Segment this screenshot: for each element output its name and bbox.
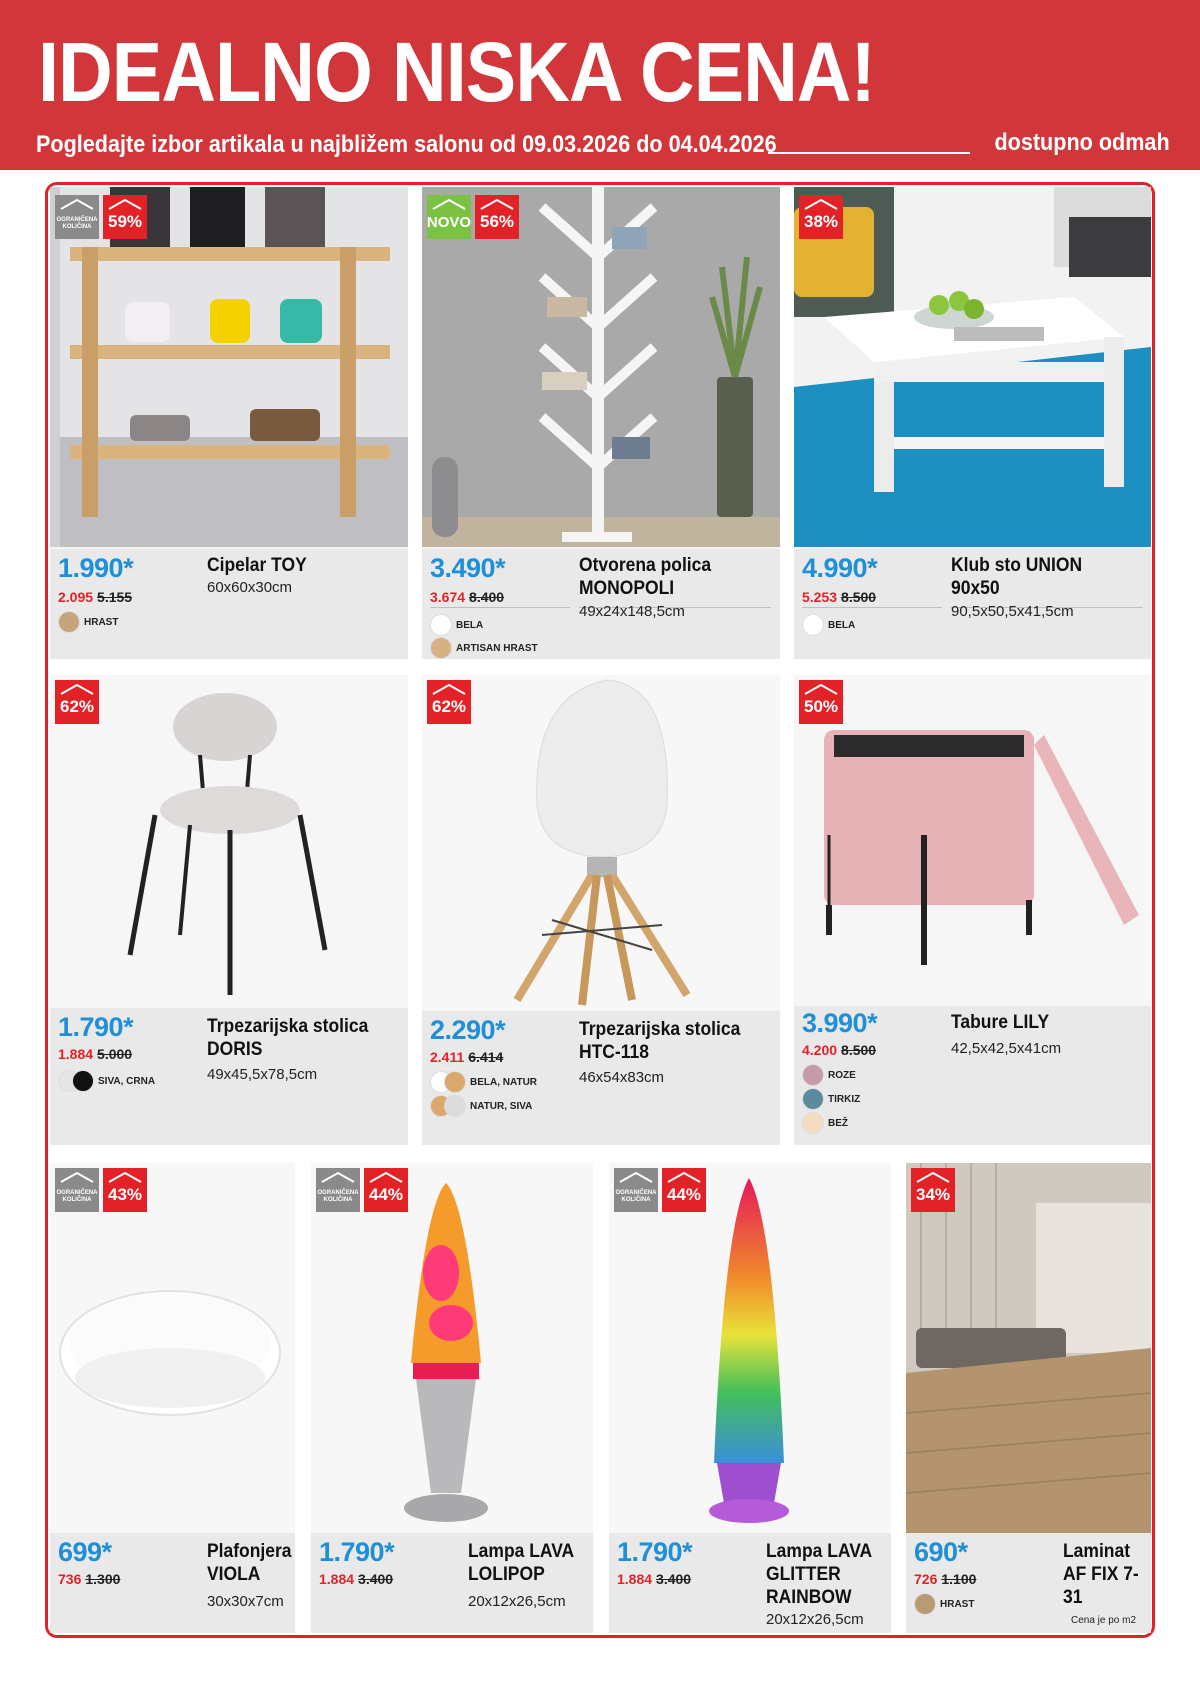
- regular-price: 3.674: [430, 589, 466, 605]
- product-card-lampa-lolipop[interactable]: [311, 1163, 593, 1633]
- product-image: [422, 675, 780, 1010]
- color-option[interactable]: [58, 1070, 155, 1092]
- product-card-laminat-af-fix[interactable]: [906, 1163, 1151, 1633]
- price: 2.290*: [430, 1015, 506, 1045]
- product-name: Klub sto UNION 90x50: [951, 555, 1083, 599]
- color-swatch: [802, 1112, 824, 1134]
- color-swatch: [802, 1064, 824, 1086]
- color-swatch: [430, 614, 452, 636]
- regular-price: 736: [58, 1571, 82, 1587]
- price: 1.790*: [617, 1537, 693, 1567]
- availability-note: dostupno odmah: [994, 129, 1170, 156]
- color-label: TIRKIZ: [828, 1093, 861, 1105]
- product-card-lampa-glitter-rainbow[interactable]: [609, 1163, 891, 1633]
- previous-price: 1.300: [85, 1571, 121, 1587]
- product-name: Plafonjera VIOLA: [207, 1541, 292, 1585]
- product-info: [422, 1011, 780, 1145]
- price: 3.490*: [430, 553, 506, 583]
- color-label: HRAST: [940, 1598, 975, 1610]
- product-image: [906, 1163, 1151, 1533]
- regular-price: 1.884: [319, 1571, 355, 1587]
- previous-price: 8.500: [841, 589, 877, 605]
- product-name: Tabure LILY: [951, 1012, 1050, 1033]
- product-name: Cipelar TOY: [207, 555, 307, 576]
- regular-price: 2.411: [430, 1049, 465, 1065]
- price: 690*: [914, 1537, 968, 1567]
- product-image: [794, 675, 1151, 1005]
- discount-badge: 56%: [475, 195, 519, 239]
- product-dimensions: 49x24x148,5cm: [579, 603, 685, 620]
- old-prices: [319, 1571, 393, 1587]
- product-info: [422, 549, 780, 659]
- product-name: Trpezarijska stolica HTC-118: [579, 1019, 741, 1063]
- price: 3.990*: [802, 1008, 878, 1038]
- color-label: HRAST: [84, 616, 119, 628]
- product-card-cipelar-toy[interactable]: [50, 187, 408, 659]
- limited-quantity-badge: OGRANIČENA KOLIČINA: [55, 1168, 99, 1212]
- old-prices: [802, 589, 876, 605]
- previous-price: 5.000: [97, 1046, 133, 1062]
- product-card-stolica-doris[interactable]: [50, 675, 408, 1145]
- previous-price: 1.100: [941, 1571, 977, 1587]
- previous-price: 5.155: [97, 589, 133, 605]
- product-name: Laminat AF FIX 7- 31: [1063, 1541, 1139, 1608]
- previous-price: 6.414: [468, 1049, 504, 1065]
- previous-price: 8.500: [841, 1042, 877, 1058]
- discount-badge: 38%: [799, 195, 843, 239]
- product-card-klub-sto-union[interactable]: [794, 187, 1151, 659]
- product-dimensions: 20x12x26,5cm: [766, 1611, 864, 1628]
- old-prices: [58, 1046, 132, 1062]
- new-badge: NOVO: [427, 195, 471, 239]
- product-info: [906, 1533, 1151, 1633]
- color-swatch: [444, 1071, 466, 1093]
- product-name: Lampa LAVA LOLIPOP: [468, 1541, 575, 1585]
- product-card-tabure-lily[interactable]: [794, 675, 1151, 1145]
- color-swatch: [72, 1070, 94, 1092]
- color-option[interactable]: [58, 611, 118, 633]
- discount-badge: 44%: [662, 1168, 706, 1212]
- color-option[interactable]: [430, 614, 483, 636]
- price: 1.790*: [58, 1012, 134, 1042]
- old-prices: [617, 1571, 691, 1587]
- unit-note: Cena je po m2: [1071, 1615, 1137, 1626]
- header-divider: [768, 152, 970, 154]
- product-dimensions: 90,5x50,5x41,5cm: [951, 603, 1074, 620]
- header-subtitle: Pogledajte izbor artikala u najbližem salonu od 09.03.2026 do 04.04.2026: [36, 131, 777, 158]
- product-name: Lampa LAVA GLITTER RAINBOW: [766, 1541, 873, 1608]
- product-dimensions: 60x60x30cm: [207, 579, 293, 596]
- color-swatch: [430, 637, 452, 659]
- color-label: BELA: [456, 619, 484, 631]
- regular-price: 2.095: [58, 589, 94, 605]
- page-title: IDEALNO NISKA CENA!: [38, 25, 875, 119]
- product-name: Otvorena polica MONOPOLI: [579, 555, 712, 599]
- color-option[interactable]: [802, 1088, 860, 1110]
- discount-badge: 44%: [364, 1168, 408, 1212]
- color-label: ROZE: [828, 1069, 856, 1081]
- price: 4.990*: [802, 553, 878, 583]
- old-prices: [58, 1571, 120, 1587]
- product-dimensions: 46x54x83cm: [579, 1069, 665, 1086]
- discount-badge: 34%: [911, 1168, 955, 1212]
- price: 1.790*: [319, 1537, 395, 1567]
- regular-price: 726: [914, 1571, 938, 1587]
- color-option[interactable]: [430, 637, 538, 659]
- limited-quantity-badge: OGRANIČENA KOLIČINA: [614, 1168, 658, 1212]
- product-image: [50, 187, 408, 547]
- product-info: [50, 549, 408, 659]
- discount-badge: 59%: [103, 195, 147, 239]
- product-info: [609, 1533, 891, 1633]
- old-prices: [58, 589, 132, 605]
- color-swatch: [802, 614, 824, 636]
- old-prices: [802, 1042, 876, 1058]
- product-card-stolica-htc-118[interactable]: [422, 675, 780, 1145]
- price: 1.990*: [58, 553, 134, 583]
- color-label: ARTISAN HRAST: [456, 642, 538, 654]
- regular-price: 1.884: [58, 1046, 94, 1062]
- product-image: [422, 187, 780, 547]
- color-label: BELA: [828, 619, 856, 631]
- color-swatch: [914, 1593, 936, 1615]
- color-option[interactable]: [802, 1112, 848, 1134]
- old-prices: [914, 1571, 976, 1587]
- price: 699*: [58, 1537, 112, 1567]
- color-label: SIVA, CRNA: [98, 1075, 156, 1087]
- product-dimensions: 49x45,5x78,5cm: [207, 1066, 318, 1083]
- regular-price: 1.884: [617, 1571, 653, 1587]
- regular-price: 4.200: [802, 1042, 838, 1058]
- color-swatch: [802, 1088, 824, 1110]
- discount-badge: 50%: [799, 680, 843, 724]
- product-info: [50, 1533, 295, 1633]
- previous-price: 3.400: [358, 1571, 394, 1587]
- product-dimensions: 42,5x42,5x41cm: [951, 1040, 1062, 1057]
- product-info: [311, 1533, 593, 1633]
- product-image: [50, 1163, 295, 1533]
- product-name: Trpezarijska stolica DORIS: [207, 1016, 369, 1060]
- product-info: [50, 1008, 408, 1145]
- color-option[interactable]: [430, 1095, 532, 1117]
- color-label: BEŽ: [828, 1117, 848, 1129]
- color-swatch: [444, 1095, 466, 1117]
- divider: [430, 607, 570, 608]
- limited-quantity-badge: OGRANIČENA KOLIČINA: [55, 195, 99, 239]
- product-image: [50, 675, 408, 1007]
- discount-badge: 62%: [55, 680, 99, 724]
- divider: [802, 607, 942, 608]
- discount-badge: 43%: [103, 1168, 147, 1212]
- previous-price: 8.400: [469, 589, 505, 605]
- product-dimensions: 20x12x26,5cm: [468, 1593, 566, 1610]
- color-label: BELA, NATUR: [470, 1076, 538, 1088]
- product-info: [794, 1006, 1151, 1145]
- previous-price: 3.400: [656, 1571, 692, 1587]
- color-option[interactable]: [914, 1593, 974, 1615]
- product-info: [794, 549, 1151, 659]
- product-card-polica-monopoli[interactable]: [422, 187, 780, 659]
- product-card-plafonjera-viola[interactable]: [50, 1163, 295, 1633]
- product-image: [794, 187, 1151, 547]
- color-option[interactable]: [802, 614, 855, 636]
- limited-quantity-badge: OGRANIČENA KOLIČINA: [316, 1168, 360, 1212]
- regular-price: 5.253: [802, 589, 838, 605]
- color-option[interactable]: [802, 1064, 856, 1086]
- header-banner: [0, 0, 1200, 170]
- product-dimensions: 30x30x7cm: [207, 1593, 284, 1610]
- color-swatch: [58, 611, 80, 633]
- color-label: NATUR, SIVA: [470, 1100, 533, 1112]
- discount-badge: 62%: [427, 680, 471, 724]
- color-option[interactable]: [430, 1071, 537, 1093]
- product-image: [311, 1163, 593, 1533]
- old-prices: [430, 589, 504, 605]
- product-image: [609, 1163, 891, 1533]
- old-prices: [430, 1049, 503, 1065]
